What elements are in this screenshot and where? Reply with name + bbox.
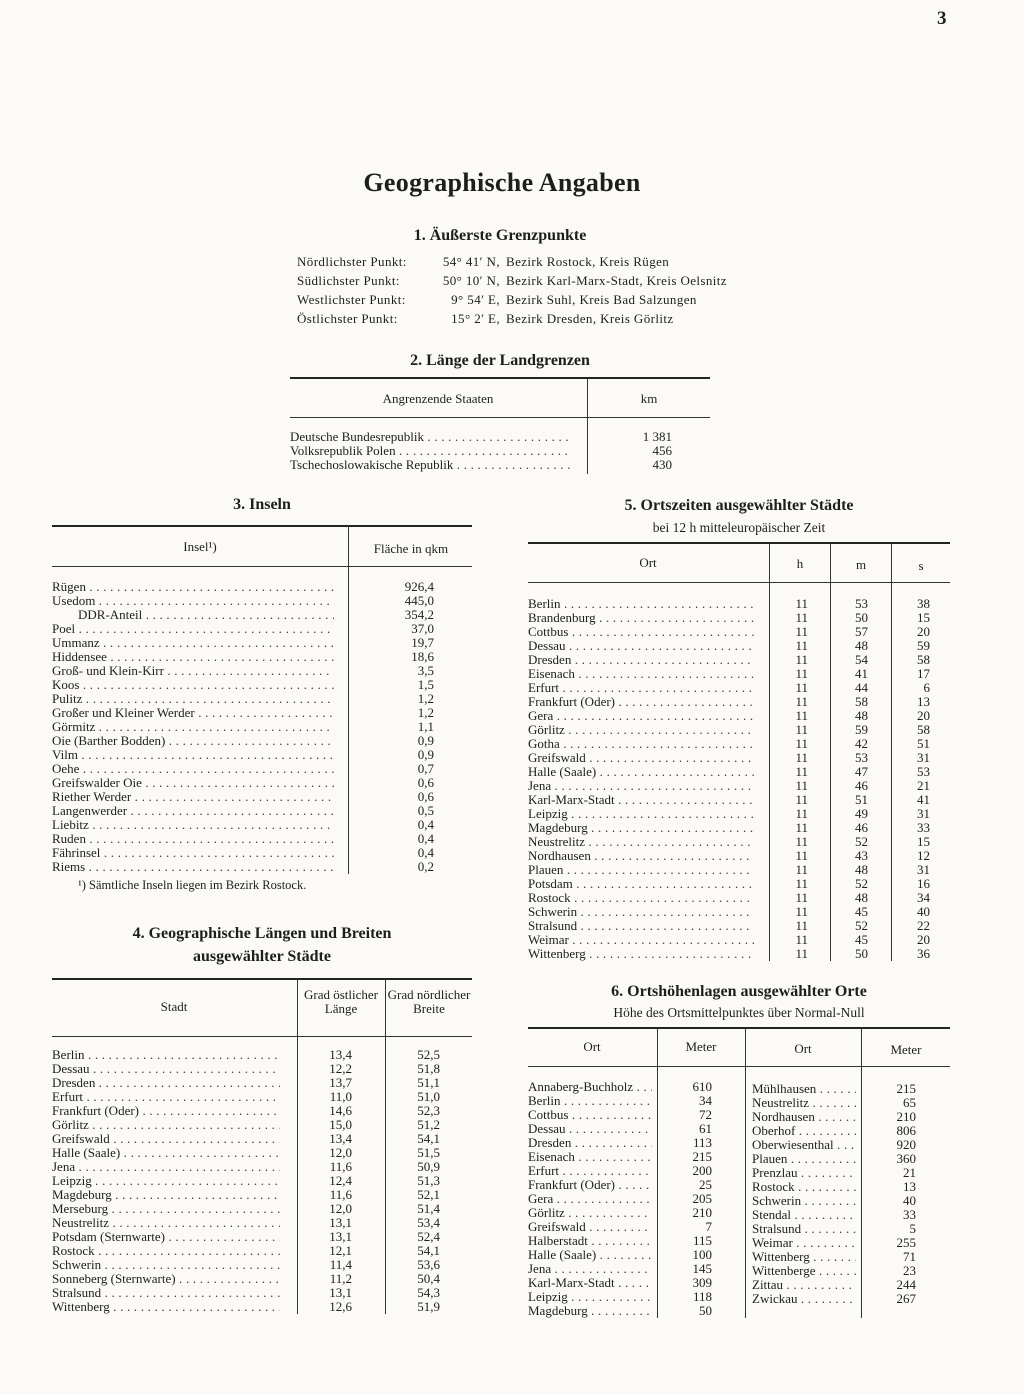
table-row: Dresden . . . 11 54 58 <box>528 653 950 667</box>
table-row: Dresden . . . 113 <box>528 1136 744 1150</box>
table-row: Gera . . . 205 <box>528 1192 744 1206</box>
page-title: Geographische Angaben <box>363 168 641 197</box>
table-row: Poel . . . 37,0 <box>52 622 472 636</box>
table-row: Erfurt . . . 11,0 51,0 <box>52 1090 472 1104</box>
table-row: Potsdam . . . 11 52 16 <box>528 877 950 891</box>
table-row: Cottbus . . . 11 57 20 <box>528 625 950 639</box>
table-row: Greifswald . . . 11 53 31 <box>528 751 950 765</box>
col-header-meter-left: Meter <box>685 1039 717 1054</box>
col-header-place-right: Ort <box>794 1041 812 1056</box>
table-row: Nordhausen . . . 210 <box>752 1110 950 1124</box>
table-row: Gotha . . . 11 42 51 <box>528 737 950 751</box>
table-row: Oie (Barther Bodden) . . . 0,9 <box>52 734 472 748</box>
col-header-latitude: Grad nördlicher Breite <box>387 987 471 1016</box>
table-row: Stralsund . . . 13,1 54,3 <box>52 1286 472 1300</box>
extreme-point-row: Südlichster Punkt: 50° 10′ N, Bezirk Karl-Marx-Stadt, Kreis Oelsnitz <box>297 273 727 288</box>
table-row: Mühlhausen . . . 215 <box>752 1082 950 1096</box>
col-header-states: Angrenzende Staaten <box>382 391 494 406</box>
section-3-heading: 3. Inseln <box>233 496 291 513</box>
col-header-area: Fläche in qkm <box>373 541 449 556</box>
table-row: Halberstadt . . . 115 <box>528 1234 744 1248</box>
table-row: Eisenach . . . 215 <box>528 1150 744 1164</box>
table-row: Görlitz . . . 15,0 51,2 <box>52 1118 472 1132</box>
table-row: Schwerin . . . 11,4 53,6 <box>52 1258 472 1272</box>
table-row: Greifswald . . . 13,4 54,1 <box>52 1132 472 1146</box>
table-row: Leipzig . . . 11 49 31 <box>528 807 950 821</box>
table-row: Cottbus . . . 72 <box>528 1108 744 1122</box>
col-header-h: h <box>796 556 804 571</box>
section-6-heading: 6. Ortshöhenlagen ausgewählter Orte <box>611 983 867 1000</box>
section-4-heading-line-2: ausgewählter Städte <box>193 948 331 965</box>
section-1-heading: 1. Äußerste Grenzpunkte <box>413 227 587 244</box>
table-row: Berlin . . . 13,4 52,5 <box>52 1048 472 1062</box>
table-row: Rügen . . . 926,4 <box>52 580 472 594</box>
table-row: Gera . . . 11 48 20 <box>528 709 950 723</box>
col-header-km: km <box>640 391 658 406</box>
table-row: Dresden . . . 13,7 51,1 <box>52 1076 472 1090</box>
table-row: Frankfurt (Oder) . . . 25 <box>528 1178 744 1192</box>
extreme-point-row: Östlichster Punkt: 15° 2′ E, Bezirk Dresden, Kreis Görlitz <box>297 311 674 326</box>
col-header-meter-right: Meter <box>890 1042 922 1057</box>
table-row: Oberwiesenthal . . . 920 <box>752 1138 950 1152</box>
table-row: Rostock . . . 11 48 34 <box>528 891 950 905</box>
table-row: Karl-Marx-Stadt . . . 11 51 41 <box>528 793 950 807</box>
table-row: Neustrelitz . . . 13,1 53,4 <box>52 1216 472 1230</box>
table-row: Plauen . . . 11 48 31 <box>528 863 950 877</box>
table-row: Görlitz . . . 11 59 58 <box>528 723 950 737</box>
table-row: Magdeburg . . . 11 46 33 <box>528 821 950 835</box>
table-row: Sonneberg (Sternwarte) . . . 11,2 50,4 <box>52 1272 472 1286</box>
section-5-subheading: bei 12 h mitteleuropäischer Zeit <box>652 520 826 535</box>
table-row: Usedom . . . 445,0 <box>52 594 472 608</box>
table-row: Rostock . . . 12,1 54,1 <box>52 1244 472 1258</box>
table-row: Neustrelitz . . . 11 52 15 <box>528 835 950 849</box>
table-row: Greifswalder Oie . . . 0,6 <box>52 776 472 790</box>
table-row: Ummanz . . . 19,7 <box>52 636 472 650</box>
table-row: Potsdam (Sternwarte) . . . 13,1 52,4 <box>52 1230 472 1244</box>
page-number: 3 <box>937 8 947 29</box>
col-header-place: Ort <box>639 555 657 570</box>
table-row: Zittau . . . 244 <box>752 1278 950 1292</box>
table-row: Tschechoslowakische Republik . . . 430 <box>290 458 710 472</box>
table-row: Koos . . . 1,5 <box>52 678 472 692</box>
table-row: Karl-Marx-Stadt . . . 309 <box>528 1276 744 1290</box>
table-row: Weimar . . . 11 45 20 <box>528 933 950 947</box>
table-row: Magdeburg . . . 50 <box>528 1304 744 1318</box>
section-5-heading: 5. Ortszeiten ausgewählter Städte <box>624 497 854 514</box>
table-row: Wittenberg . . . 11 50 36 <box>528 947 950 961</box>
table-row: Merseburg . . . 12,0 51,4 <box>52 1202 472 1216</box>
table-row: Oberhof . . . 806 <box>752 1124 950 1138</box>
table-row: Dessau . . . 12,2 51,8 <box>52 1062 472 1076</box>
col-header-place-left: Ort <box>583 1039 601 1054</box>
table-row: Wittenberg . . . 12,6 51,9 <box>52 1300 472 1314</box>
table-row: Frankfurt (Oder) . . . 14,6 52,3 <box>52 1104 472 1118</box>
table-row: Leipzig . . . 118 <box>528 1290 744 1304</box>
table-row: Langenwerder . . . 0,5 <box>52 804 472 818</box>
table-row: Stendal . . . 33 <box>752 1208 950 1222</box>
table-row: Riether Werder . . . 0,6 <box>52 790 472 804</box>
table-row: Halle (Saale) . . . 100 <box>528 1248 744 1262</box>
table-row: Ruden . . . 0,4 <box>52 832 472 846</box>
table-row: Plauen . . . 360 <box>752 1152 950 1166</box>
table-row: Vilm . . . 0,9 <box>52 748 472 762</box>
extreme-point-row: Westlichster Punkt: 9° 54′ E, Bezirk Suhl, Kreis Bad Salzungen <box>297 292 697 307</box>
section-2-heading: 2. Länge der Landgrenzen <box>410 352 590 369</box>
extreme-points-list <box>297 252 727 328</box>
section-4-heading-line-1: 4. Geographische Längen und Breiten <box>132 925 392 942</box>
table-row: Jena . . . 145 <box>528 1262 744 1276</box>
table-row: Halle (Saale) . . . 12,0 51,5 <box>52 1146 472 1160</box>
table-row: Stralsund . . . 11 52 22 <box>528 919 950 933</box>
table-row: Dessau . . . 61 <box>528 1122 744 1136</box>
table-row: Jena . . . 11 46 21 <box>528 779 950 793</box>
col-header-city: Stadt <box>160 999 188 1014</box>
table-row: Halle (Saale) . . . 11 47 53 <box>528 765 950 779</box>
table-row: Prenzlau . . . 21 <box>752 1166 950 1180</box>
table-row: Liebitz . . . 0,4 <box>52 818 472 832</box>
table-row: Jena . . . 11,6 50,9 <box>52 1160 472 1174</box>
table-row: Annaberg-Buchholz . . . 610 <box>528 1080 744 1094</box>
table-row: Oehe . . . 0,7 <box>52 762 472 776</box>
table-row: Greifswald . . . 7 <box>528 1220 744 1234</box>
col-header-s: s <box>918 558 924 573</box>
table-row: Pulitz . . . 1,2 <box>52 692 472 706</box>
table-row: Riems . . . 0,2 <box>52 860 472 874</box>
table-row: Berlin . . . 34 <box>528 1094 744 1108</box>
table-row: Fährinsel . . . 0,4 <box>52 846 472 860</box>
table-row: Erfurt . . . 11 44 6 <box>528 681 950 695</box>
col-header-longitude: Grad östlicher Länge <box>303 987 378 1016</box>
table-row: Neustrelitz . . . 65 <box>752 1096 950 1110</box>
table-row: Volksrepublik Polen . . . 456 <box>290 444 710 458</box>
table-row: Deutsche Bundesrepublik . . . 1 381 <box>290 430 710 444</box>
table-row: Eisenach . . . 11 41 17 <box>528 667 950 681</box>
table-row: Nordhausen . . . 11 43 12 <box>528 849 950 863</box>
table-row: Rostock . . . 13 <box>752 1180 950 1194</box>
section-6-subheading: Höhe des Ortsmittelpunktes über Normal-Null <box>613 1005 865 1020</box>
table-row: Magdeburg . . . 11,6 52,1 <box>52 1188 472 1202</box>
table-row: Hiddensee . . . 18,6 <box>52 650 472 664</box>
table-row: Schwerin . . . 40 <box>752 1194 950 1208</box>
col-header-m: m <box>855 557 867 572</box>
table-row: Frankfurt (Oder) . . . 11 58 13 <box>528 695 950 709</box>
table-row: Wittenberg . . . 71 <box>752 1250 950 1264</box>
table-row: Brandenburg . . . 11 50 15 <box>528 611 950 625</box>
table-row: Görmitz . . . 1,1 <box>52 720 472 734</box>
col-header-island: Insel¹) <box>183 539 217 554</box>
table-row: Erfurt . . . 200 <box>528 1164 744 1178</box>
table-row: Wittenberge . . . 23 <box>752 1264 950 1278</box>
table-row: Zwickau . . . 267 <box>752 1292 950 1306</box>
table-row: Stralsund . . . 5 <box>752 1222 950 1236</box>
table-row: Weimar . . . 255 <box>752 1236 950 1250</box>
table-row: Görlitz . . . 210 <box>528 1206 744 1220</box>
table-row: DDR-Anteil . . . 354,2 <box>52 608 472 622</box>
table-row: Groß- und Klein-Kirr . . . 3,5 <box>52 664 472 678</box>
extreme-point-row: Nördlichster Punkt: 54° 41′ N, Bezirk Rostock, Kreis Rügen <box>297 254 670 269</box>
table-row: Dessau . . . 11 48 59 <box>528 639 950 653</box>
islands-footnote: ¹) Sämtliche Inseln liegen im Bezirk Rostock. <box>78 878 307 892</box>
table-row: Großer und Kleiner Werder . . . 1,2 <box>52 706 472 720</box>
table-row: Berlin . . . 11 53 38 <box>528 597 950 611</box>
table-row: Schwerin . . . 11 45 40 <box>528 905 950 919</box>
table-row: Leipzig . . . 12,4 51,3 <box>52 1174 472 1188</box>
